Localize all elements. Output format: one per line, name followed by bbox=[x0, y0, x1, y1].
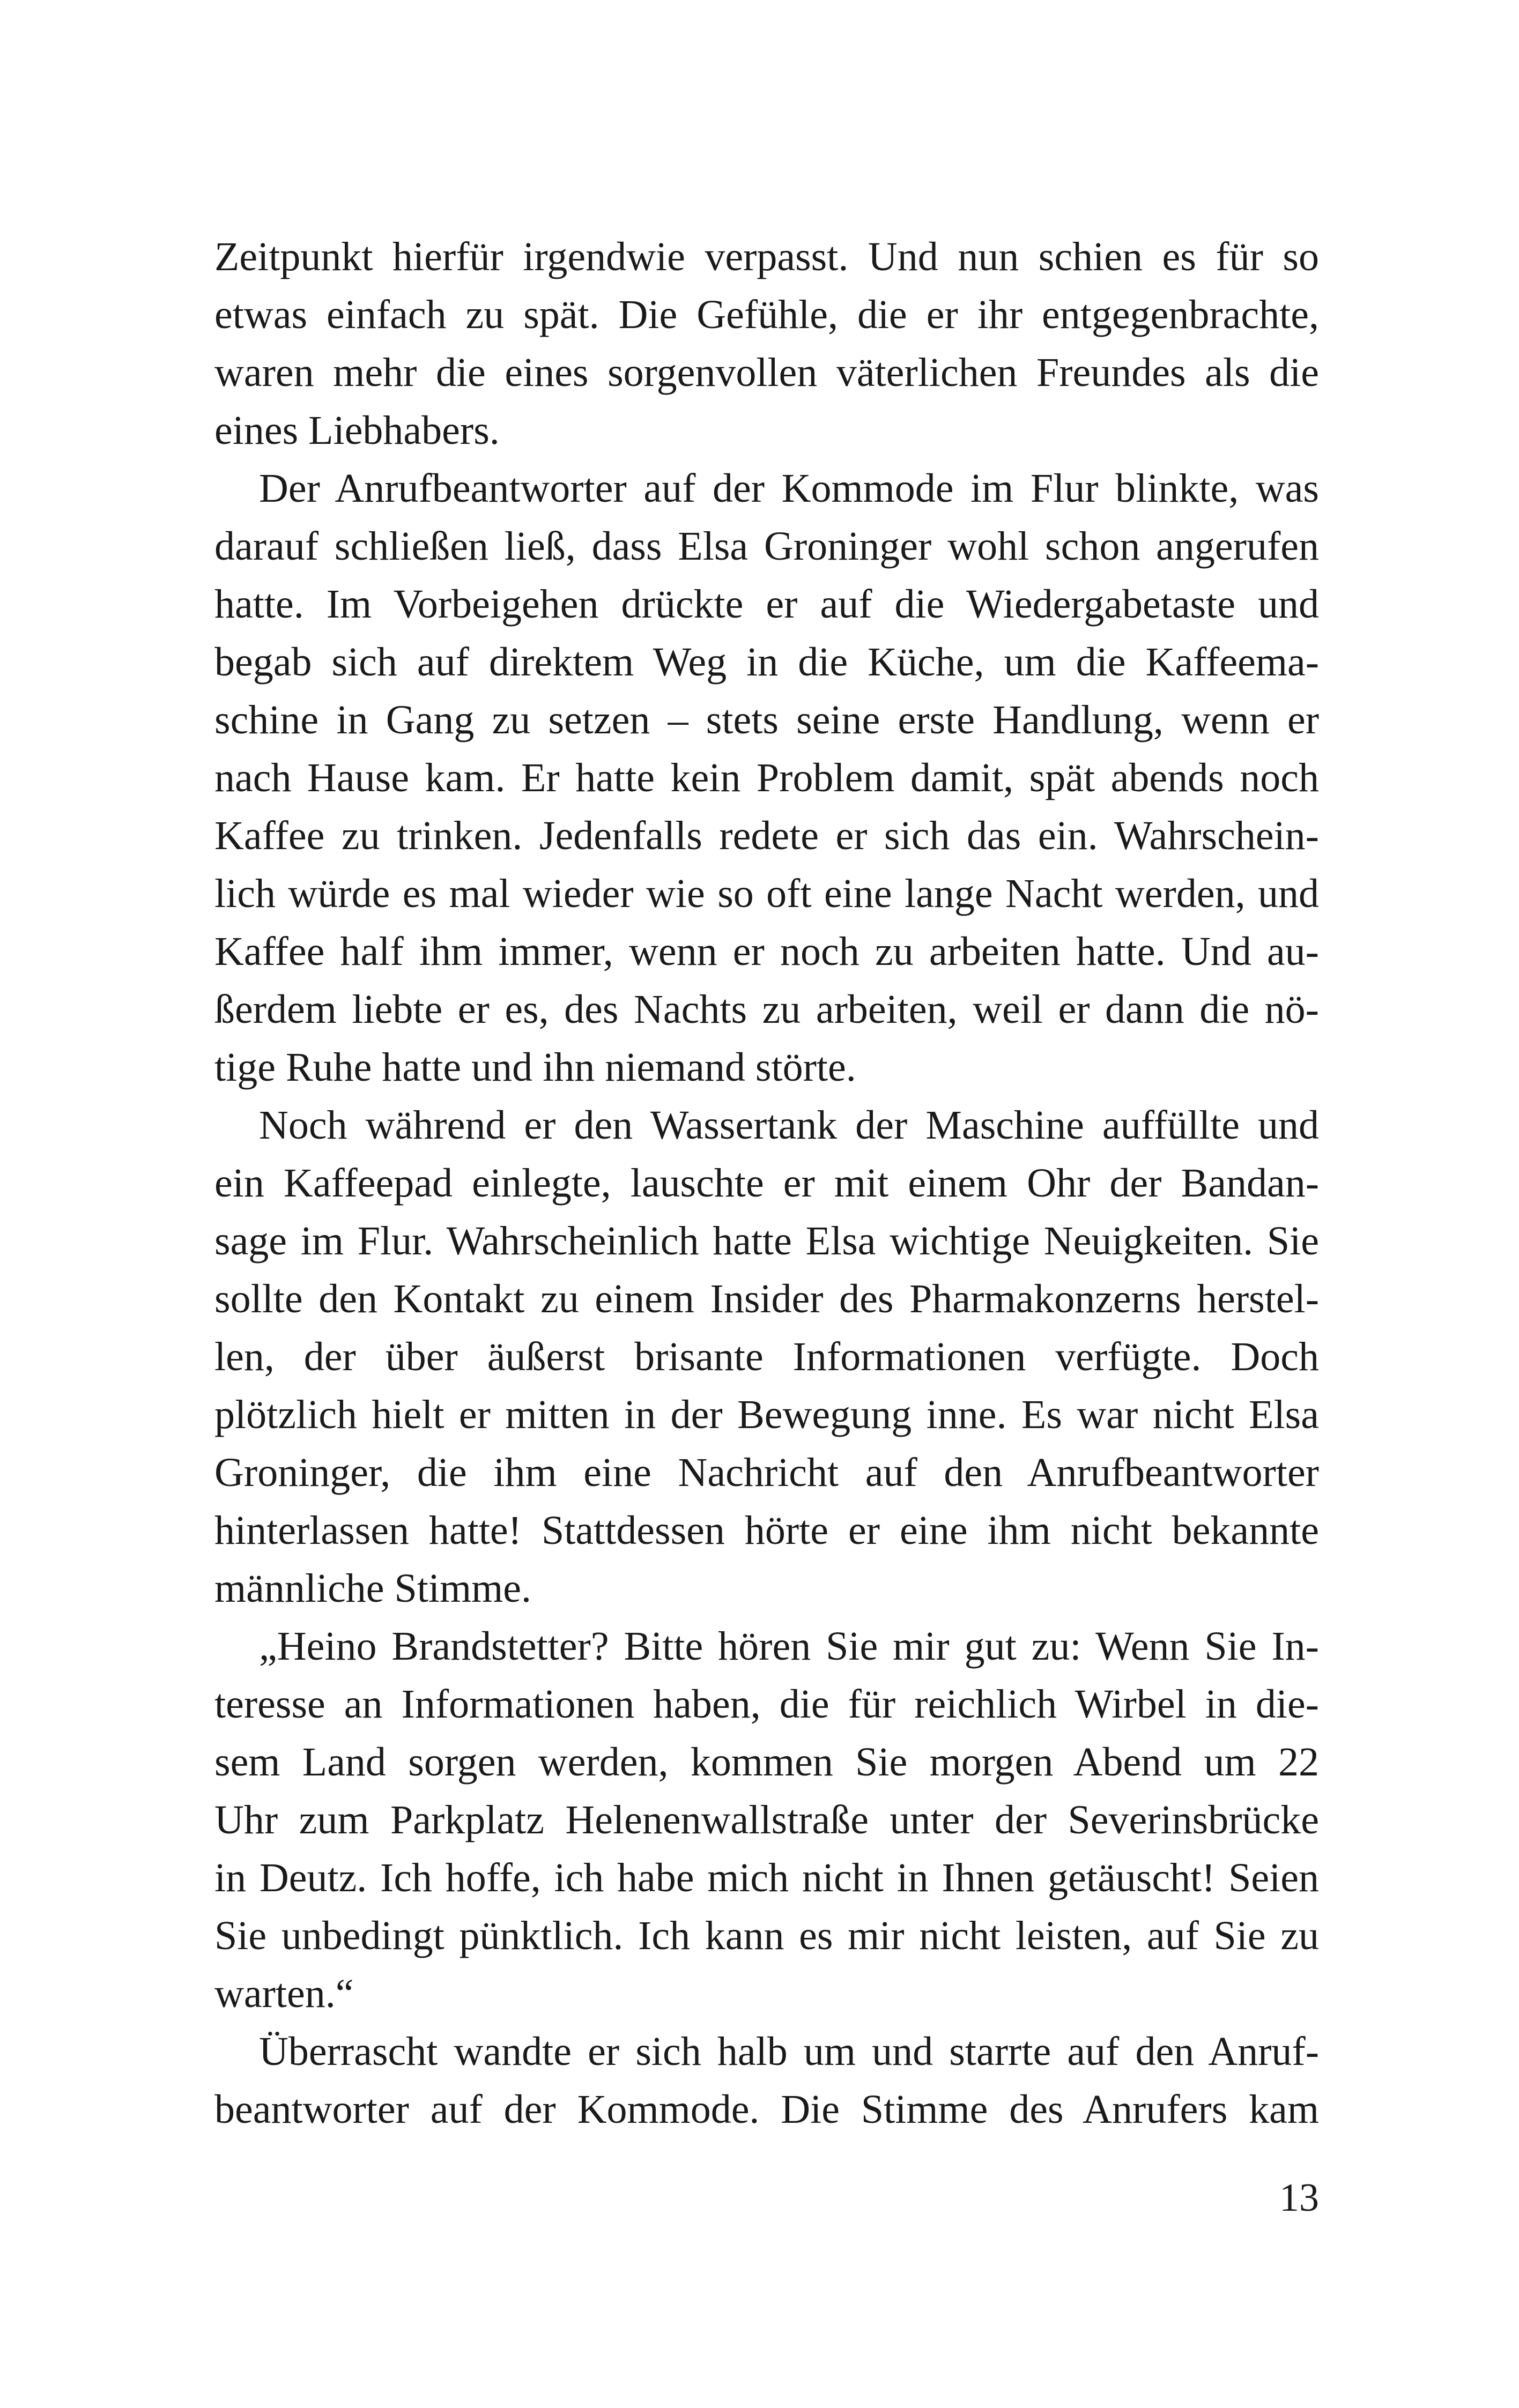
text-line: sage im Flur. Wahrscheinlich hatte Elsa wichtige Neuigkeiten. Sie bbox=[214, 1218, 1319, 1264]
text-line: plötzlich hielt er mitten in der Bewegung inne. Es war nicht Elsa bbox=[214, 1392, 1319, 1437]
text-line: warten.“ bbox=[214, 1971, 354, 2016]
text-line: in Deutz. Ich hoffe, ich habe mich nicht in Ihnen getäuscht! Seien bbox=[214, 1855, 1319, 1900]
text-line: Groninger, die ihm eine Nachricht auf den Anrufbeantworter bbox=[214, 1450, 1319, 1495]
text-line: len, der über äußerst brisante Informationen verfügte. Doch bbox=[214, 1334, 1319, 1379]
text-line: hinterlassen hatte! Stattdessen hörte er eine ihm nicht bekannte bbox=[214, 1508, 1319, 1553]
text-line: männliche Stimme. bbox=[214, 1566, 532, 1611]
text-line: begab sich auf direktem Weg in die Küche, um die Kaffeema- bbox=[214, 640, 1319, 685]
text-line: Sie unbedingt pünktlich. Ich kann es mir nicht leisten, auf Sie zu bbox=[214, 1913, 1319, 1958]
body-text bbox=[214, 228, 1319, 2138]
page-number: 13 bbox=[1279, 2176, 1319, 2220]
text-line: waren mehr die eines sorgenvollen väterlichen Freundes als die bbox=[214, 350, 1319, 395]
text-line: Zeitpunkt hierfür irgendwie verpasst. Und nun schien es für so bbox=[214, 234, 1319, 279]
text-line: „Heino Brandstetter? Bitte hören Sie mir gut zu: Wenn Sie In- bbox=[259, 1624, 1319, 1669]
text-line: lich würde es mal wieder wie so oft eine lange Nacht werden, und bbox=[214, 871, 1319, 916]
text-line: hatte. Im Vorbeigehen drückte er auf die Wiedergabetaste und bbox=[214, 582, 1319, 627]
text-line: ein Kaffeepad einlegte, lauschte er mit einem Ohr der Bandan- bbox=[214, 1161, 1319, 1206]
text-line: darauf schließen ließ, dass Elsa Groninger wohl schon angerufen bbox=[214, 524, 1319, 569]
text-line: Kaffee zu trinken. Jedenfalls redete er sich das ein. Wahrschein- bbox=[214, 813, 1319, 858]
text-line: beantworter auf der Kommode. Die Stimme des Anrufers kam bbox=[214, 2087, 1319, 2132]
text-line: Der Anrufbeantworter auf der Kommode im Flur blinkte, was bbox=[259, 466, 1319, 511]
text-line: teresse an Informationen haben, die für reichlich Wirbel in die- bbox=[214, 1682, 1319, 1727]
text-line: tige Ruhe hatte und ihn niemand störte. bbox=[214, 1045, 856, 1090]
text-line: nach Hause kam. Er hatte kein Problem damit, spät abends noch bbox=[214, 755, 1319, 800]
text-line: Kaffee half ihm immer, wenn er noch zu arbeiten hatte. Und au- bbox=[214, 929, 1319, 974]
text-line: sollte den Kontakt zu einem Insider des Pharmakonzerns herstel- bbox=[214, 1276, 1319, 1321]
text-line: sem Land sorgen werden, kommen Sie morgen Abend um 22 bbox=[214, 1740, 1319, 1785]
text-line: schine in Gang zu setzen – stets seine erste Handlung, wenn er bbox=[214, 697, 1319, 742]
text-line: etwas einfach zu spät. Die Gefühle, die er ihr entgegenbrachte, bbox=[214, 292, 1319, 337]
text-line: Noch während er den Wassertank der Maschine auffüllte und bbox=[259, 1103, 1319, 1148]
text-line: ßerdem liebte er es, des Nachts zu arbeiten, weil er dann die nö- bbox=[214, 987, 1319, 1032]
text-line: Überrascht wandte er sich halb um und starrte auf den Anruf- bbox=[259, 2029, 1319, 2074]
text-line: Uhr zum Parkplatz Helenenwallstraße unter der Severinsbrücke bbox=[214, 1797, 1319, 1842]
text-line: eines Liebhabers. bbox=[214, 408, 500, 453]
